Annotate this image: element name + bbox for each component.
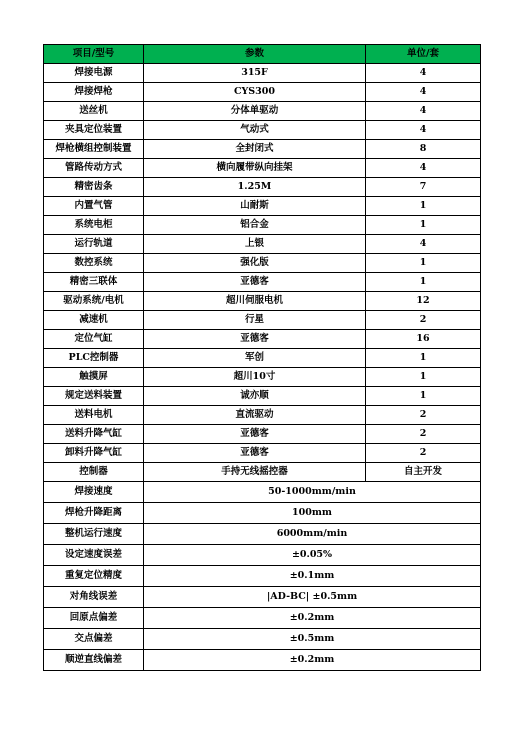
header-unit: 单位/套 [366,45,481,64]
table-row [44,444,481,463]
table-row [44,102,481,121]
cell-item: 控制器 [44,463,144,482]
cell-item: 精密齿条 [44,178,144,197]
cell-param: 315F [144,64,366,83]
cell-item: 数控系统 [44,254,144,273]
cell-param: 诚亦顺 [144,387,366,406]
spec-row [44,566,481,587]
cell-param: 强化版 [144,254,366,273]
table-row [44,292,481,311]
table-row [44,387,481,406]
cell-param: 亚德客 [144,444,366,463]
spec-row [44,650,481,671]
cell-item: 系统电柜 [44,216,144,235]
cell-item: 送丝机 [44,102,144,121]
cell-unit: 1 [366,254,481,273]
table-row [44,273,481,292]
cell-item: 焊枪升降距离 [44,503,144,524]
cell-param: 亚德客 [144,273,366,292]
cell-item: 交点偏差 [44,629,144,650]
table-row [44,216,481,235]
table-row [44,159,481,178]
cell-value: ±0.2mm [144,650,481,671]
table-row [44,368,481,387]
cell-param: 超川伺服电机 [144,292,366,311]
cell-param: 横向履带纵向挂架 [144,159,366,178]
cell-unit: 1 [366,349,481,368]
cell-item: 对角线误差 [44,587,144,608]
header-param: 参数 [144,45,366,64]
cell-unit: 1 [366,273,481,292]
cell-param: 超川10寸 [144,368,366,387]
table-row [44,121,481,140]
table-row [44,197,481,216]
table-row [44,83,481,102]
cell-unit: 自主开发 [366,463,481,482]
cell-unit: 4 [366,64,481,83]
cell-unit: 1 [366,216,481,235]
cell-value: 100mm [144,503,481,524]
table-row [44,235,481,254]
table-row [44,349,481,368]
cell-param: 山耐斯 [144,197,366,216]
cell-item: 设定速度误差 [44,545,144,566]
cell-item: 整机运行速度 [44,524,144,545]
spec-table-body [44,45,481,671]
cell-param: CYS300 [144,83,366,102]
cell-param: 亚德客 [144,330,366,349]
cell-unit: 7 [366,178,481,197]
cell-value: ±0.2mm [144,608,481,629]
cell-param: 手持无线摇控器 [144,463,366,482]
cell-item: 夹具定位装置 [44,121,144,140]
cell-param: 亚德客 [144,425,366,444]
spec-row [44,608,481,629]
header-item: 项目/型号 [44,45,144,64]
cell-value: ±0.1mm [144,566,481,587]
table-row [44,463,481,482]
cell-item: 焊枪横组控制装置 [44,140,144,159]
cell-item: 重复定位精度 [44,566,144,587]
cell-item: PLC控制器 [44,349,144,368]
cell-unit: 16 [366,330,481,349]
cell-item: 精密三联体 [44,273,144,292]
cell-value: |AD-BC| ±0.5mm [144,587,481,608]
table-row [44,425,481,444]
cell-param: 气动式 [144,121,366,140]
cell-unit: 1 [366,387,481,406]
table-row [44,330,481,349]
cell-item: 定位气缸 [44,330,144,349]
cell-unit: 4 [366,102,481,121]
table-row [44,140,481,159]
cell-item: 焊接电源 [44,64,144,83]
table-row [44,64,481,83]
cell-param: 军创 [144,349,366,368]
cell-item: 卸料升降气缸 [44,444,144,463]
cell-unit: 2 [366,444,481,463]
cell-value: 50-1000mm/min [144,482,481,503]
cell-item: 规定送料装置 [44,387,144,406]
cell-param: 全封闭式 [144,140,366,159]
spec-row [44,629,481,650]
spec-row [44,545,481,566]
table-row [44,311,481,330]
table-row [44,406,481,425]
cell-param: 分体单驱动 [144,102,366,121]
cell-unit: 8 [366,140,481,159]
cell-unit: 4 [366,83,481,102]
spec-row [44,503,481,524]
table-row [44,178,481,197]
cell-unit: 4 [366,159,481,178]
cell-param: 直流驱动 [144,406,366,425]
cell-unit: 1 [366,368,481,387]
cell-param: 铝合金 [144,216,366,235]
cell-value: ±0.5mm [144,629,481,650]
cell-unit: 1 [366,197,481,216]
spec-table [43,44,481,671]
cell-param: 1.25M [144,178,366,197]
cell-unit: 4 [366,235,481,254]
cell-item: 减速机 [44,311,144,330]
cell-unit: 2 [366,406,481,425]
cell-item: 回原点偏差 [44,608,144,629]
cell-item: 驱动系统/电机 [44,292,144,311]
cell-unit: 2 [366,425,481,444]
cell-item: 送料电机 [44,406,144,425]
cell-item: 焊接焊枪 [44,83,144,102]
spec-row [44,482,481,503]
spec-row [44,524,481,545]
cell-item: 顺逆直线偏差 [44,650,144,671]
cell-item: 管路传动方式 [44,159,144,178]
cell-param: 行星 [144,311,366,330]
table-row [44,254,481,273]
cell-param: 上银 [144,235,366,254]
cell-item: 内置气管 [44,197,144,216]
cell-item: 焊接速度 [44,482,144,503]
cell-unit: 2 [366,311,481,330]
cell-item: 送料升降气缸 [44,425,144,444]
cell-unit: 12 [366,292,481,311]
spec-row [44,587,481,608]
cell-value: 6000mm/min [144,524,481,545]
cell-unit: 4 [366,121,481,140]
table-header-row [44,45,481,64]
cell-value: ±0.05% [144,545,481,566]
cell-item: 触摸屏 [44,368,144,387]
cell-item: 运行轨道 [44,235,144,254]
